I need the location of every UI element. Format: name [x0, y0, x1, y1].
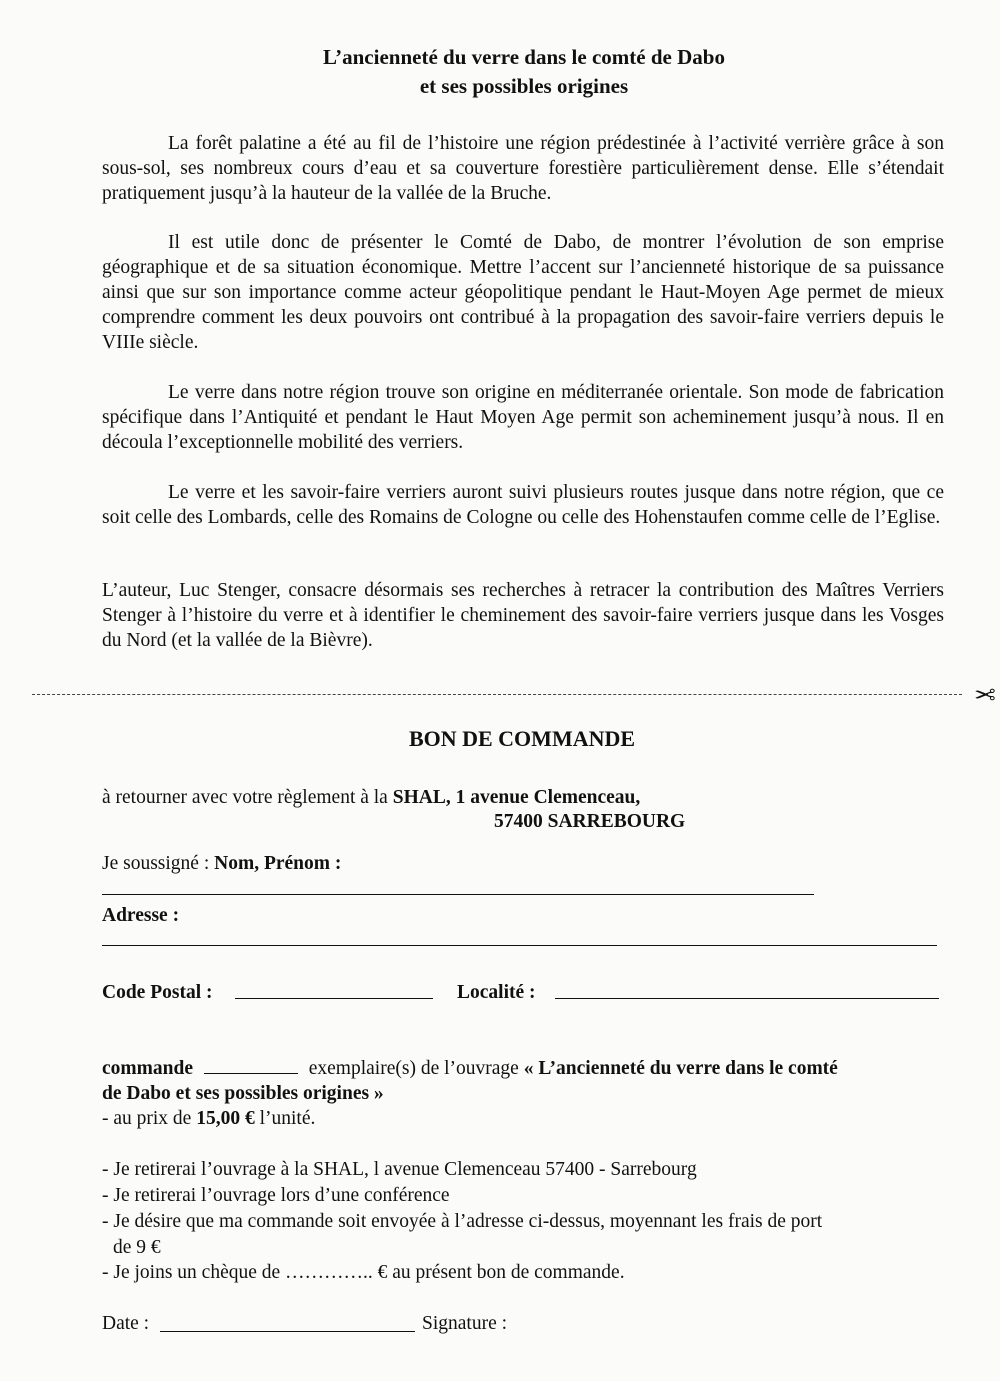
name-label: Nom, Prénom : — [214, 853, 342, 874]
book-title-part1: « L’ancienneté du verre dans le comté — [523, 1058, 838, 1079]
price-suffix: l’unité. — [254, 1108, 316, 1129]
scissors-icon: ✂ — [974, 679, 996, 708]
price-line — [102, 1106, 315, 1131]
return-prefix: à retourner avec votre règlement à la — [102, 787, 393, 808]
locality-field[interactable] — [555, 998, 939, 999]
copies-text: exemplaire(s) de l’ouvrage — [308, 1058, 519, 1079]
return-address-line1: SHAL, 1 avenue Clemenceau, — [392, 787, 641, 808]
book-title-part2: de Dabo et ses possibles origines » — [102, 1083, 384, 1104]
postal-code-label: Code Postal : — [102, 982, 213, 1003]
option-pickup-conference: - Je retirerai l’ouvrage lors d’une conférence — [102, 1185, 450, 1206]
order-line — [102, 1055, 838, 1081]
article-paragraph-2: Il est utile donc de présenter le Comté de Dabo, de montrer l’évolution de son emprise géographique et de sa situation économique. Mettre l’accent sur l’ancienneté historique de sa puissance ainsi que sur son importance comme acteur géopolitique pendant le Haut-Moyen Age permet de mieux comprendre comment les deux pouvoirs ont contribué à la propagation des savoir-faire verriers depuis le VIIIe siècle. — [102, 232, 944, 353]
option-pickup-shal: - Je retirerai l’ouvrage à la SHAL, l avenue Clemenceau 57400 - Sarrebourg — [102, 1159, 697, 1180]
address-label: Adresse : — [102, 905, 180, 926]
postal-code-field[interactable] — [235, 998, 433, 999]
address-field[interactable] — [102, 945, 937, 946]
article-paragraph-4: Le verre et les savoir-faire verriers auront suivi plusieurs routes jusque dans notre région, que ce soit celle des Lombards, celle des Romains de Cologne ou celle des Hohenstaufen comme celle de l’Eglise. — [102, 482, 944, 528]
copies-field[interactable] — [204, 1055, 298, 1074]
signer-line — [102, 851, 341, 876]
price-prefix: - au prix de — [102, 1108, 197, 1129]
option-shipping-line2: de 9 € — [113, 1237, 161, 1258]
return-instruction — [102, 785, 640, 810]
signature-label: Signature : — [422, 1313, 508, 1334]
article-title-line1: L’ancienneté du verre dans le comté de Dabo — [323, 45, 725, 69]
price-value: 15,00 € — [196, 1108, 255, 1129]
signer-prefix: Je soussigné : — [102, 853, 215, 874]
date-field[interactable] — [160, 1331, 415, 1332]
return-address-line2: 57400 SARREBOURG — [494, 811, 686, 832]
order-label: commande — [102, 1058, 193, 1079]
article-title — [0, 43, 1000, 101]
article-title-line2: et ses possibles origines — [419, 74, 629, 98]
article-paragraph-1: La forêt palatine a été au fil de l’histoire une région prédestinée à l’activité verrière grâce à son sous-sol, ses nombreux cours d’eau et sa couverture forestière particulièrement dense. Elle s’étendait pratiquement jusqu’à la hauteur de la vallée de la Bruche. — [102, 133, 944, 204]
date-label: Date : — [102, 1313, 150, 1334]
name-field[interactable] — [102, 894, 814, 895]
order-form-title: BON DE COMMANDE — [408, 726, 636, 751]
cheque-line: - Je joins un chèque de ………….. € au présent bon de commande. — [102, 1262, 625, 1283]
article-paragraph-5: L’auteur, Luc Stenger, consacre désormais ses recherches à retracer la contribution des Maîtres Verriers Stenger à l’histoire du verre et à identifier le cheminement des savoir-faire verriers jusque dans les Vosges du Nord (et la vallée de la Bièvre). — [102, 580, 944, 651]
cut-line — [32, 694, 962, 695]
option-shipping-line1: - Je désire que ma commande soit envoyée à l’adresse ci-dessus, moyennant les frais de port — [102, 1211, 823, 1232]
article-paragraph-3: Le verre dans notre région trouve son origine en méditerranée orientale. Son mode de fabrication spécifique dans l’Antiquité et pendant le Haut Moyen Age permit son acheminement jusqu’à nous. Il en découla l’exceptionnelle mobilité des verriers. — [102, 382, 944, 453]
locality-label: Localité : — [457, 982, 536, 1003]
